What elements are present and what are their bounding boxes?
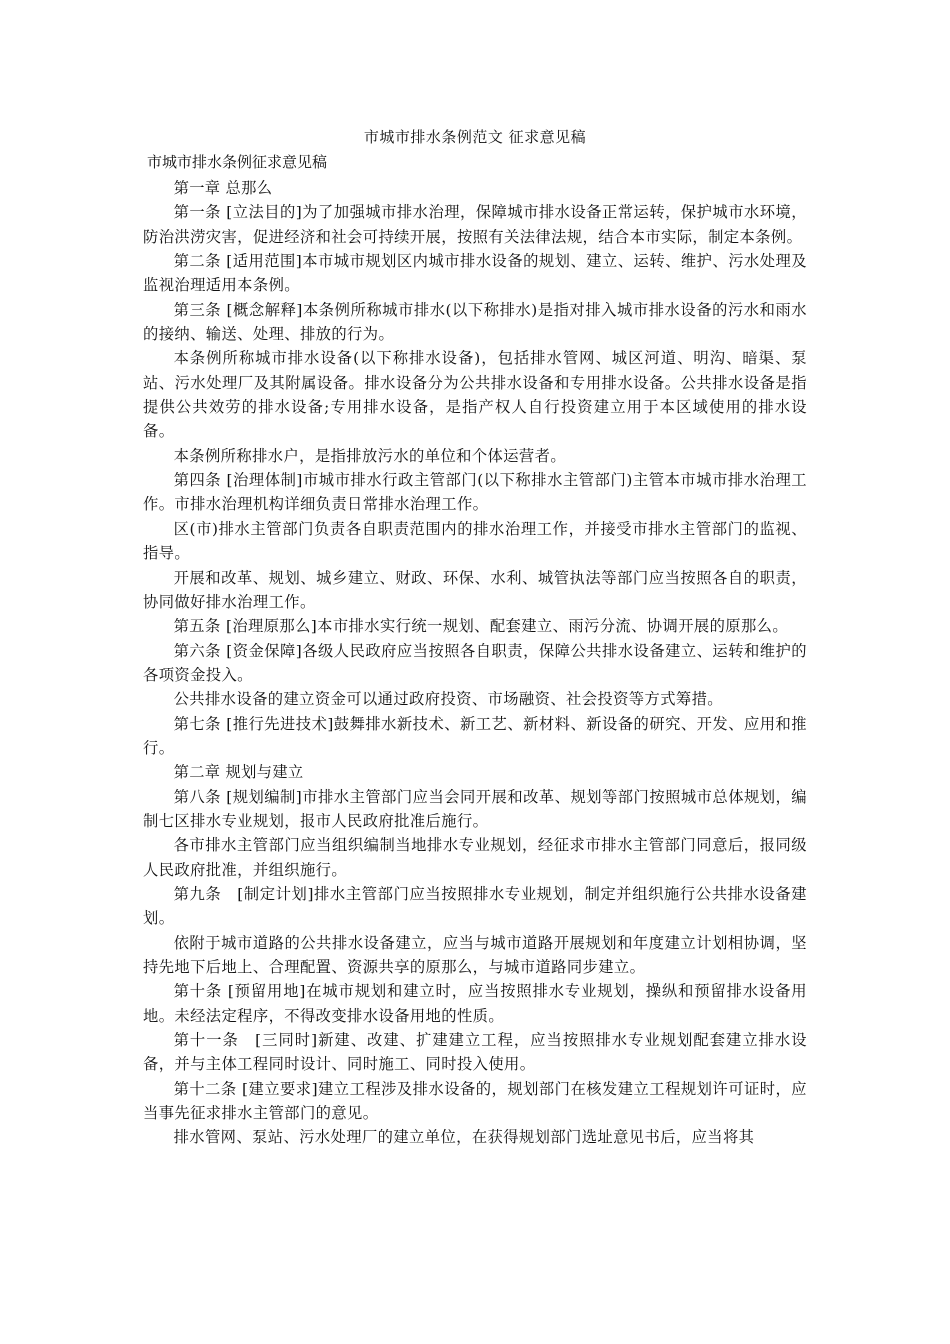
paragraph: 第十一条 [三同时]新建、改建、扩建建立工程，应当按照排水专业规划配套建立排水设备，并与主体工程同时设计、同时施工、同时投入使用。 (143, 1031, 807, 1074)
chapter-heading: 第一章 总那么 (173, 179, 273, 197)
paragraph: 第一条 [立法目的]为了加强城市排水治理，保障城市排水设备正常运转，保护城市水环境，防治洪涝灾害，促进经济和社会可持续开展，按照有关法律法规，结合本市实际，制定本条例。 (143, 203, 807, 246)
paragraph: 依附于城市道路的公共排水设备建立，应当与城市道路开展规划和年度建立计划相协调，坚持先地下后地上、合理配置、资源共享的原那么，与城市道路同步建立。 (143, 933, 807, 976)
paragraph: 第八条 [规划编制]市排水主管部门应当会同开展和改革、规划等部门按照城市总体规划，编制七区排水专业规划，报市人民政府批准后施行。 (143, 787, 807, 830)
paragraph: 排水管网、泵站、污水处理厂的建立单位，在获得规划部门选址意见书后，应当将其 (173, 1128, 755, 1147)
paragraph: 第十条 [预留用地]在城市规划和建立时，应当按照排水专业规划，操纵和预留排水设备用地。未经法定程序，不得改变排水设备用地的性质。 (143, 982, 807, 1025)
paragraph: 第五条 [治理原那么]本市排水实行统一规划、配套建立、雨污分流、协调开展的原那么。 (173, 617, 789, 636)
paragraph: 第三条 [概念解释]本条例所称城市排水(以下称排水)是指对排入城市排水设备的污水和雨水的接纳、输送、处理、排放的行为。 (143, 300, 807, 344)
paragraph: 第四条 [治理体制]市城市排水行政主管部门(以下称排水主管部门)主管本市城市排水治理工作。市排水治理机构详细负责日常排水治理工作。 (143, 471, 807, 514)
paragraph: 第九条 [制定计划]排水主管部门应当按照排水专业规划，制定并组织施行公共排水设备建划。 (143, 884, 807, 928)
document-title: 市城市排水条例范文 征求意见稿 (363, 128, 587, 146)
paragraph: 第六条 [资金保障]各级人民政府应当按照各自职责，保障公共排水设备建立、运转和维护的各项资金投入。 (143, 641, 807, 684)
paragraph: 各市排水主管部门应当组织编制当地排水专业规划，经征求市排水主管部门同意后，报同级人民政府批准，并组织施行。 (143, 836, 807, 879)
paragraph: 本条例所称排水户，是指排放污水的单位和个体运营者。 (173, 446, 567, 465)
paragraph: 第七条 [推行先进技术]鼓舞排水新技术、新工艺、新材料、新设备的研究、开发、应用和推行。 (143, 714, 807, 757)
paragraph: 本条例所称城市排水设备(以下称排水设备)，包括排水管网、城区河道、明沟、暗渠、泵站、污水处理厂及其附属设备。排水设备分为公共排水设备和专用排水设备。公共排水设备是指提供公共效劳的排水设备;专用排水设备，是指产权人自行投资建立用于本区域使用的排水设备。 (143, 349, 807, 441)
document-subtitle: 市城市排水条例征求意见稿 (147, 153, 328, 171)
paragraph: 公共排水设备的建立资金可以通过政府投资、市场融资、社会投资等方式筹措。 (173, 690, 723, 709)
chapter-heading: 第二章 规划与建立 (173, 763, 304, 782)
paragraph: 第二条 [适用范围]本市城市规划区内城市排水设备的规划、建立、运转、维护、污水处理及监视治理适用本条例。 (143, 252, 807, 295)
paragraph: 区(市)排水主管部门负责各自职责范围内的排水治理工作，并接受市排水主管部门的监视、指导。 (143, 519, 807, 563)
document-body (143, 176, 807, 1150)
paragraph: 开展和改革、规划、城乡建立、财政、环保、水利、城管执法等部门应当按照各自的职责，协同做好排水治理工作。 (143, 568, 807, 611)
paragraph: 第十二条 [建立要求]建立工程涉及排水设备的，规划部门在核发建立工程规划许可证时，应当事先征求排水主管部门的意见。 (143, 1079, 807, 1123)
